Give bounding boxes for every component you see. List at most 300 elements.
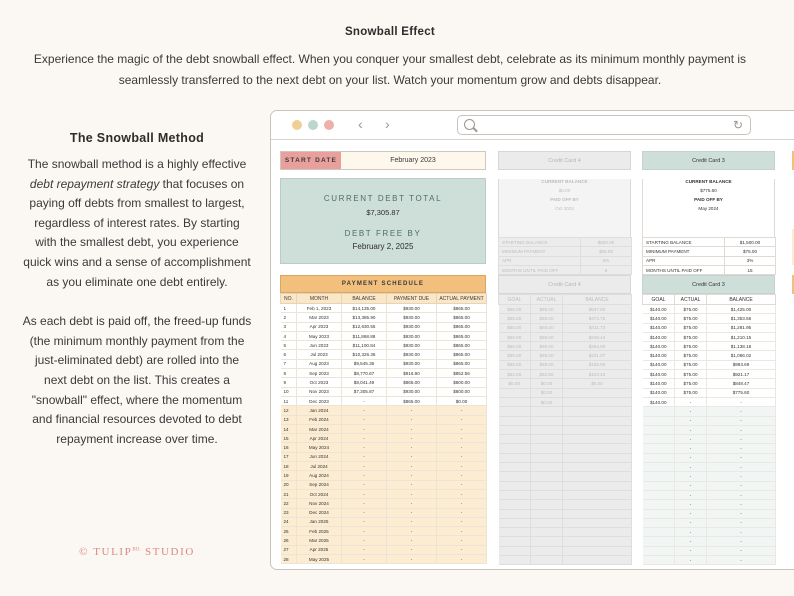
card-schedule-cell (499, 481, 531, 490)
column-header: BALANCE (563, 295, 632, 305)
schedule-cell: - (437, 489, 487, 498)
schedule-cell: - (387, 406, 437, 415)
schedule-cell: - (437, 462, 487, 471)
column-header: GOAL (499, 295, 531, 305)
column-header: GOAL (643, 295, 675, 305)
card-schedule-cell: $156.99 (563, 360, 632, 369)
card-details (498, 237, 632, 275)
card-schedule-row (643, 342, 776, 351)
page-description: Experience the magic of the debt snowball effect. When you conquer your smallest debt, celebrate as its minimum monthly payment is seamlessly transferred to the next debt on your list. Watch your momentum grow and debts disappear. (33, 52, 747, 87)
schedule-cell: 15 (281, 434, 297, 443)
card-schedule-cell: - (707, 435, 776, 444)
card-schedule-cell: $65.00 (499, 323, 531, 332)
card-schedule-row (499, 397, 632, 406)
schedule-cell: 10 (281, 387, 297, 396)
schedule-cell: Feb 1, 2023 (297, 304, 342, 313)
card-schedule-cell: $1,066.02 (707, 351, 776, 360)
card-schedule-row (643, 305, 776, 314)
card-schedule-row (643, 444, 776, 453)
schedule-row (281, 341, 487, 350)
schedule-cell: 20 (281, 480, 297, 489)
card-schedule-row (643, 463, 776, 472)
schedule-cell: - (387, 452, 437, 461)
schedule-cell: - (387, 489, 437, 498)
card-title: Credit Card 3 (642, 151, 775, 170)
card-schedule-cell (499, 388, 531, 397)
card-schedule-cell (499, 463, 531, 472)
card-schedule-row (499, 332, 632, 341)
card-schedule-cell (643, 528, 675, 537)
card-schedule-row (643, 518, 776, 527)
card-schedule-cell (499, 435, 531, 444)
card-schedule-row (499, 379, 632, 388)
card-schedule-cell: $65.00 (531, 332, 563, 341)
card-schedule-cell (563, 425, 632, 434)
schedule-cell: - (437, 499, 487, 508)
detail-label: MONTHS UNTIL PAID OFF (499, 265, 581, 274)
schedule-cell: 27 (281, 545, 297, 554)
schedule-cell: $930.00 (387, 304, 437, 313)
back-icon[interactable]: ‹ (358, 116, 363, 132)
payment-schedule (280, 275, 486, 564)
column-header: ACTUAL (675, 295, 707, 305)
credit-card-4-summary (498, 151, 631, 275)
schedule-cell: - (387, 527, 437, 536)
method-panel (22, 131, 252, 449)
card-schedule-cell (531, 490, 563, 499)
card-schedule-cell (563, 397, 632, 406)
schedule-row (281, 304, 487, 313)
card-schedule-cell: $848.47 (707, 379, 776, 388)
page-title: Snowball Effect (344, 26, 436, 38)
spreadsheet (280, 149, 794, 569)
card-schedule-cell (499, 509, 531, 518)
schedule-cell: Jan 2025 (297, 517, 342, 526)
card-schedule-row (499, 323, 632, 332)
schedule-cell: 11 (281, 396, 297, 405)
card-schedule-row (499, 305, 632, 314)
schedule-cell: - (342, 555, 387, 564)
card-schedule-cell: $75.00 (675, 305, 707, 314)
schedule-row (281, 350, 487, 359)
schedule-cell: Jun 2023 (297, 341, 342, 350)
search-icon (464, 119, 475, 130)
card-schedule-cell: $65.00 (531, 323, 563, 332)
schedule-cell: 4 (281, 331, 297, 340)
schedule-cell: 18 (281, 462, 297, 471)
schedule-cell: 14 (281, 424, 297, 433)
detail-value: 9 (581, 265, 632, 274)
detail-value: 15 (725, 265, 776, 274)
schedule-cell: Dec 2023 (297, 396, 342, 405)
card-schedule-cell: - (707, 416, 776, 425)
card-schedule-row (499, 546, 632, 555)
schedule-cell: - (437, 452, 487, 461)
schedule-cell: 19 (281, 471, 297, 480)
card-schedule-cell: $1,353.56 (707, 314, 776, 323)
schedule-cell: 17 (281, 452, 297, 461)
schedule-row (281, 462, 487, 471)
card-schedule-row (643, 509, 776, 518)
card-schedule-cell: $52.56 (531, 370, 563, 379)
card-schedule-cell: $140.00 (643, 323, 675, 332)
card-schedule-row (643, 528, 776, 537)
start-date-value[interactable]: February 2023 (341, 152, 485, 169)
card-schedule-cell: $65.00 (531, 342, 563, 351)
column-header: ACTUAL PAYMENT (437, 294, 487, 304)
card-schedule-cell: $1,138.18 (707, 342, 776, 351)
reload-icon[interactable]: ↻ (732, 118, 743, 132)
card-schedule-row (499, 425, 632, 434)
schedule-cell: - (387, 545, 437, 554)
card-schedule-cell (563, 463, 632, 472)
card-schedule-cell (563, 537, 632, 546)
card-schedule-row (499, 314, 632, 323)
schedule-cell: 7 (281, 359, 297, 368)
card-schedule-cell (499, 537, 531, 546)
card-schedule-cell: - (675, 463, 707, 472)
detail-value: $1,500.00 (725, 238, 776, 247)
card-schedule-cell: $65.00 (499, 360, 531, 369)
schedule-cell: Mar 2024 (297, 424, 342, 433)
card-schedule-cell: - (675, 435, 707, 444)
card-schedule-cell: $65.00 (499, 314, 531, 323)
card-schedule-cell (643, 407, 675, 416)
card-schedule-cell: $221.07 (563, 351, 632, 360)
schedule-cell: $930.00 (387, 322, 437, 331)
card-schedule-cell: - (675, 444, 707, 453)
card-detail-row (643, 265, 776, 274)
schedule-cell: - (437, 480, 487, 489)
card-schedule-row (643, 323, 776, 332)
schedule-cell: - (342, 443, 387, 452)
card-schedule-cell: $474.75 (563, 314, 632, 323)
schedule-cell: Nov 2024 (297, 499, 342, 508)
address-bar[interactable] (457, 115, 751, 135)
schedule-cell: - (342, 517, 387, 526)
card-schedule-cell: - (675, 425, 707, 434)
card-schedule-row (499, 472, 632, 481)
forward-icon[interactable]: › (385, 116, 390, 132)
card-schedule-cell: $140.00 (643, 360, 675, 369)
card-summary: CURRENT BALANCE $775.60 PAID OFF BY May 2024 (642, 179, 775, 237)
card-schedule-cell (531, 528, 563, 537)
card-schedule-cell: $75.00 (675, 379, 707, 388)
card-schedule-table (642, 294, 776, 565)
card-schedule-cell (531, 425, 563, 434)
schedule-cell: Mar 2025 (297, 536, 342, 545)
schedule-cell: $865.00 (437, 331, 487, 340)
schedule-row (281, 555, 487, 564)
column-header: NO. (281, 294, 297, 304)
card-schedule-cell (563, 518, 632, 527)
schedule-cell: - (342, 527, 387, 536)
schedule-row (281, 313, 487, 322)
card-schedule-cell: - (675, 528, 707, 537)
card-schedule-cell (499, 472, 531, 481)
schedule-row (281, 369, 487, 378)
card-schedule-cell: - (707, 407, 776, 416)
card-schedule-cell: $65.00 (531, 314, 563, 323)
method-paragraph-2: As each debt is paid off, the freed-up funds (the minimum monthly payment from the just-eliminated debt) are rolled into the next debt on the list. This creates a "snowball" effect, where the momentum and financial resources devoted to debt repayment increase over time. (22, 314, 252, 446)
card-schedule-row (643, 360, 776, 369)
card-schedule-cell (643, 546, 675, 555)
column-header: PAYMENT DUE (387, 294, 437, 304)
card-schedule-cell (499, 528, 531, 537)
schedule-cell: - (342, 489, 387, 498)
card-schedule-cell (643, 509, 675, 518)
schedule-cell: - (387, 508, 437, 517)
card-schedule-cell (563, 556, 632, 565)
schedule-cell: $930.00 (387, 313, 437, 322)
card-schedule-cell: $140.00 (643, 379, 675, 388)
schedule-row (281, 359, 487, 368)
detail-value: 3% (725, 256, 776, 265)
card-schedule-row (643, 537, 776, 546)
card-schedule-cell: $140.00 (643, 351, 675, 360)
schedule-cell: $865.00 (437, 322, 487, 331)
card-schedule-cell (499, 490, 531, 499)
schedule-cell: 16 (281, 443, 297, 452)
card-schedule-row (643, 500, 776, 509)
detail-label: APR (499, 256, 581, 265)
card-schedule-row (499, 490, 632, 499)
window-maximize-dot[interactable] (308, 120, 318, 130)
card-schedule-cell: $65.00 (499, 332, 531, 341)
card-schedule-cell: $75.00 (675, 332, 707, 341)
schedule-cell: Jul 2024 (297, 462, 342, 471)
schedule-cell: $800.00 (437, 378, 487, 387)
schedule-cell: - (437, 545, 487, 554)
schedule-row (281, 517, 487, 526)
card-schedule-row (499, 463, 632, 472)
schedule-cell: - (437, 471, 487, 480)
schedule-cell: Oct 2024 (297, 489, 342, 498)
card-schedule-cell: - (675, 518, 707, 527)
card-schedule-cell: - (707, 481, 776, 490)
card-schedule-cell (499, 500, 531, 509)
card-schedule-cell: - (707, 463, 776, 472)
schedule-cell: - (342, 424, 387, 433)
card-schedule-row (499, 435, 632, 444)
schedule-cell: - (342, 396, 387, 405)
schedule-cell: May 2023 (297, 331, 342, 340)
schedule-cell: $852.56 (437, 369, 487, 378)
card-schedule-cell: - (707, 509, 776, 518)
card-schedule-cell: - (707, 518, 776, 527)
schedule-row (281, 322, 487, 331)
schedule-cell: $11,868.88 (342, 331, 387, 340)
schedule-row (281, 406, 487, 415)
card-schedule-cell (531, 509, 563, 518)
debt-free-label: DEBT FREE BY (344, 229, 422, 238)
window-minimize-dot[interactable] (292, 120, 302, 130)
card-schedule-cell (531, 453, 563, 462)
schedule-row (281, 452, 487, 461)
card-schedule-cell (563, 500, 632, 509)
schedule-cell: $930.00 (387, 359, 437, 368)
card-schedule-cell: - (675, 537, 707, 546)
card-schedule-cell: - (707, 397, 776, 406)
browser-toolbar (271, 111, 794, 140)
schedule-cell: Mar 2023 (297, 313, 342, 322)
schedule-cell: - (437, 555, 487, 564)
card-schedule-cell (531, 500, 563, 509)
detail-label: STARTING BALANCE (499, 238, 581, 247)
card-schedule-cell (531, 463, 563, 472)
method-paragraph-1: The snowball method is a highly effective debt repayment strategy that focuses on paying off debts from smallest to largest, regardless of interest rates. By starting with the smallest debt, you experience quick wins and a sense of accomplishment as you eliminate one debt entirely. (23, 157, 251, 289)
card-detail-row (643, 247, 776, 256)
schedule-cell: - (437, 406, 487, 415)
card-schedule-cell (563, 490, 632, 499)
card-schedule-cell (531, 435, 563, 444)
schedule-cell: $8,041.49 (342, 378, 387, 387)
method-title: The Snowball Method (69, 131, 205, 145)
card-schedule-cell (531, 407, 563, 416)
card-schedule-row (643, 490, 776, 499)
card-schedule-cell (563, 481, 632, 490)
card-schedule-cell: $75.00 (675, 314, 707, 323)
card-schedule-row (643, 370, 776, 379)
card-title: Credit Card 4 (498, 151, 631, 170)
card-schedule-cell (531, 472, 563, 481)
schedule-cell: 2 (281, 313, 297, 322)
card-schedule-row (643, 425, 776, 434)
card-schedule-row (499, 528, 632, 537)
card-schedule-cell: $65.00 (531, 305, 563, 314)
card-schedule-cell: - (675, 397, 707, 406)
card-schedule-cell (499, 453, 531, 462)
card-schedule-cell (499, 425, 531, 434)
card-schedule-row (643, 379, 776, 388)
schedule-row (281, 499, 487, 508)
card-schedule-row (643, 407, 776, 416)
card-schedule-row (499, 407, 632, 416)
card-schedule-cell (643, 435, 675, 444)
column-header: ACTUAL (531, 295, 563, 305)
card-schedule-cell: $65.00 (531, 360, 563, 369)
card-schedule-cell (563, 388, 632, 397)
schedule-cell: - (437, 443, 487, 452)
card-detail-row (499, 256, 632, 265)
schedule-row (281, 489, 487, 498)
card-detail-row (499, 238, 632, 247)
card-schedule-cell: - (707, 425, 776, 434)
schedule-row (281, 387, 487, 396)
schedule-cell: $9,545.36 (342, 359, 387, 368)
card-schedule-cell (643, 481, 675, 490)
schedule-cell: $800.00 (437, 387, 487, 396)
detail-label: MINIMUM PAYMENT (643, 247, 725, 256)
card-schedule-cell: - (707, 490, 776, 499)
schedule-row (281, 480, 487, 489)
detail-value: $600.00 (581, 238, 632, 247)
card-schedule-cell (563, 472, 632, 481)
card-schedule-cell: $75.00 (675, 388, 707, 397)
card-schedule-row (499, 342, 632, 351)
schedule-cell: - (387, 555, 437, 564)
card-schedule-cell (643, 518, 675, 527)
schedule-cell: - (387, 536, 437, 545)
schedule-cell: $0.00 (437, 396, 487, 405)
schedule-cell: $14,135.00 (342, 304, 387, 313)
credit-card-4-schedule (498, 275, 631, 565)
schedule-cell: - (387, 462, 437, 471)
window-close-dot[interactable] (324, 120, 334, 130)
card-schedule-cell: - (675, 472, 707, 481)
card-schedule-row (643, 472, 776, 481)
card-schedule-cell: $75.00 (675, 360, 707, 369)
card-schedule-cell: $75.00 (675, 342, 707, 351)
card-schedule-cell: - (707, 472, 776, 481)
detail-value: $75.00 (725, 247, 776, 256)
schedule-cell: - (342, 462, 387, 471)
schedule-row (281, 545, 487, 554)
card-schedule-cell (643, 500, 675, 509)
schedule-cell: $865.00 (437, 350, 487, 359)
card-schedule-cell: - (707, 453, 776, 462)
schedule-row (281, 443, 487, 452)
schedule-cell: 6 (281, 350, 297, 359)
card-schedule-cell: $140.00 (643, 305, 675, 314)
card-schedule-cell: $0.00 (499, 379, 531, 388)
card-schedule-cell (531, 546, 563, 555)
schedule-cell: - (437, 536, 487, 545)
schedule-cell: $930.00 (387, 341, 437, 350)
card-schedule-row (643, 546, 776, 555)
schedule-cell: Dec 2024 (297, 508, 342, 517)
schedule-cell: Sep 2024 (297, 480, 342, 489)
schedule-cell: - (342, 499, 387, 508)
card-schedule-row (643, 481, 776, 490)
card-schedule-cell: $65.00 (499, 305, 531, 314)
card-schedule-cell: - (675, 500, 707, 509)
card-schedule-cell: $140.00 (643, 370, 675, 379)
card-schedule-cell: - (675, 546, 707, 555)
card-schedule-cell: $537.50 (563, 305, 632, 314)
card-schedule-cell (643, 425, 675, 434)
debt-free-value: February 2, 2025 (352, 242, 414, 251)
schedule-cell: - (342, 406, 387, 415)
browser-window (270, 110, 794, 570)
payment-schedule-title: PAYMENT SCHEDULE (280, 275, 486, 293)
card-schedule-cell: - (707, 444, 776, 453)
card-schedule-row (499, 481, 632, 490)
card-schedule-row (643, 453, 776, 462)
schedule-cell: - (342, 415, 387, 424)
card-schedule-row (643, 416, 776, 425)
schedule-cell: - (342, 545, 387, 554)
debt-summary (280, 178, 486, 264)
schedule-cell: - (342, 480, 387, 489)
card-schedule-cell: $993.69 (707, 360, 776, 369)
credit-card-3-summary (642, 151, 775, 275)
schedule-cell: $12,630.55 (342, 322, 387, 331)
credit-card-3-schedule (642, 275, 775, 565)
card-schedule-cell (563, 444, 632, 453)
card-schedule-cell: $75.00 (675, 323, 707, 332)
card-schedule-cell: $1,210.15 (707, 332, 776, 341)
schedule-cell: - (342, 452, 387, 461)
card-schedule-cell (531, 416, 563, 425)
card-schedule-cell (531, 537, 563, 546)
schedule-cell: $865.00 (437, 341, 487, 350)
card-schedule-row (643, 435, 776, 444)
payment-schedule-table (280, 293, 487, 564)
card-schedule-cell (643, 444, 675, 453)
schedule-cell: $13,385.90 (342, 313, 387, 322)
schedule-cell: Nov 2023 (297, 387, 342, 396)
